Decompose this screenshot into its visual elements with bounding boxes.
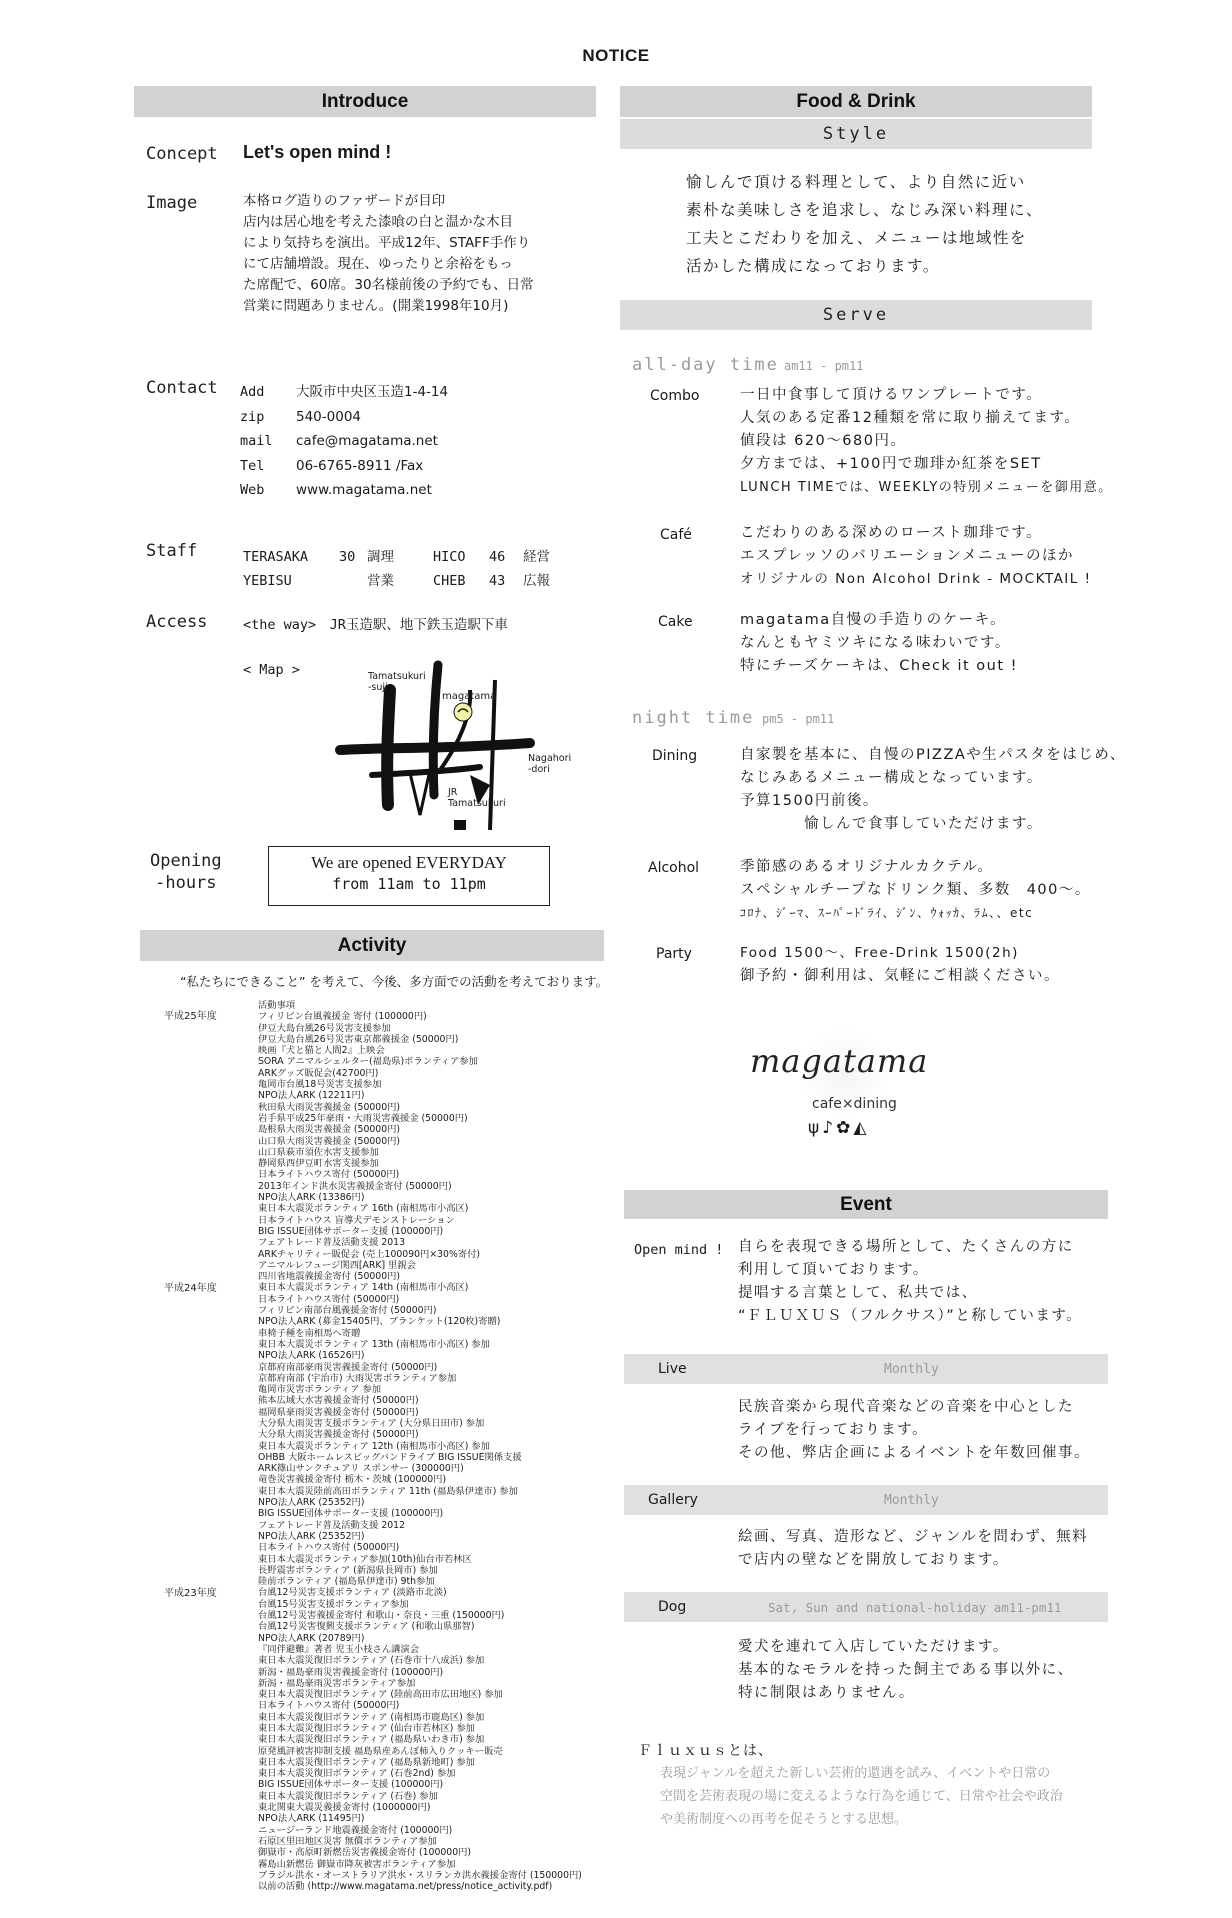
cake-line: 特にチーズケーキは、Check it out ! [740,658,1018,674]
activity-item: 秋田県大雨災害義援金 (50000円) [258,1101,401,1113]
combo-line: 値段は 620〜680円。 [740,433,907,449]
dining-line: なじみあるメニュー構成となっています。 [740,770,1043,786]
opening-label-line: -hours [155,873,217,893]
cafe-line: エスプレッソのバリエーションメニューのほか [740,548,1074,564]
activity-item: BIG ISSUE団体サポーター支援 (100000円) [258,1225,444,1237]
activity-item: 東日本大震災復旧ボランティア (福島県新地町) 参加 [258,1756,475,1768]
activity-item: 亀岡市台風18号災害支援参加 [258,1079,382,1091]
activity-item: フェアトレード普及活動支援 2012 [258,1519,406,1531]
opening-hours-box [268,846,550,906]
contact-key: Add [240,384,265,400]
contact-keys [240,380,273,503]
activity-item: 台風12号災害復興支援ボランティア (和歌山県那智) [258,1621,475,1633]
contact-key: zip [240,408,265,425]
staff-name: YEBISU [243,573,292,589]
cake-label: Cake [658,614,693,630]
website-link[interactable]: www.magatama.net [296,482,432,498]
activity-item: ブラジル洪水・オーストラリア洪水・スリランカ洪水義援金寄付 (150000円) [258,1869,582,1881]
open-mind-line: 自らを表現できる場所として、たくさんの方に [738,1239,1074,1255]
allday-hours: am11 - pm11 [784,359,864,373]
allday-title: all-day time [632,355,779,375]
logo-icons [808,1118,869,1138]
activity-list [146,1000,616,1902]
activity-item: 静岡県西伊豆町水害支援参加 [258,1158,379,1170]
staff-row [243,569,573,593]
concept-label: Concept [146,144,218,164]
opening-hours-line1: We are opened EVERYDAY [311,853,507,872]
party-text [740,942,1060,988]
activity-item: 映画『犬と猫と人間2』上映会 [258,1045,385,1057]
party-line: 御予約・御利用は、気軽にご相談ください。 [740,968,1060,984]
cake-line: なんともヤミツキになる味わいです。 [740,635,1011,651]
activity-item: 大分県大雨災害支援ボランティア (大分県日田市) 参加 [258,1417,485,1429]
opening-label [150,850,222,894]
activity-item: BIG ISSUE団体サポーター支援 (100000円) [258,1508,444,1520]
live-line: ライブを行っております。 [738,1422,928,1438]
alcohol-text [740,856,1091,925]
activity-item: NPO法人ARK (25352円) [258,1530,365,1542]
activity-item: 台風12号災害義援金寄付 和歌山・奈良・三重 (150000円) [258,1610,505,1622]
activity-year-label: 平成23年度 [164,1587,217,1599]
live-text [738,1396,1090,1465]
open-mind-label: Open mind ! [634,1242,724,1258]
activity-item: NPO法人ARK (25352円) [258,1497,365,1509]
combo-line: 人気のある定番12種類を常に取り揃えてます。 [740,410,1081,426]
open-mind-line: 利用して頂いております。 [738,1262,929,1278]
dog-line: 愛犬を連れて入店していただけます。 [738,1639,1009,1655]
activity-item: 長野震害ボランティア (新潟県長岡市) 参加 [258,1564,438,1576]
gallery-bar [624,1485,1108,1515]
zip-value: 540-0004 [296,408,361,425]
activity-item: 日本ライトハウス 盲導犬デモンストレーション [258,1214,455,1226]
live-frequency: Monthly [884,1362,939,1377]
fluxus-text [660,1762,1063,1831]
activity-item: 東日本大震災復旧ボランティア (石巻) 参加 [258,1790,438,1802]
staff-age: 30 [339,549,356,565]
live-label: Live [658,1361,687,1377]
opening-hours-line2: from 11am to 11pm [332,875,486,893]
activity-item: NPO法人ARK (13386円) [258,1192,365,1204]
food-header: Food & Drink [620,86,1092,117]
image-line: 営業に問題ありません。(開業1998年10月) [243,298,509,314]
fluxus-line: 空間を芸術表現の場に変えるような行為を通じて、日常や社会や政治 [660,1789,1063,1804]
introduce-header: Introduce [134,86,596,117]
map-label-tamatsukuri-suji: Tamatsukuri -suji [368,671,426,693]
night-hours: pm5 - pm11 [762,712,835,726]
activity-year-label: 平成25年度 [164,1011,217,1023]
dog-label: Dog [658,1599,687,1615]
combo-line: 一日中食事して頂けるワンプレートです。 [740,387,1043,403]
activity-item: ARK篠山サンクチュアリ スポンサー (300000円) [258,1463,464,1475]
activity-item: ARKチャリティー販促会 (売上100090円×30%寄付) [258,1248,481,1260]
map-label-jr: JR Tamatsukuri [448,787,506,809]
activity-item: 東日本大震災ボランティア参加(10th)仙台市若林区 [258,1553,472,1565]
map-label-magatama: magatama [442,691,497,702]
activity-item: SORA アニマルシェルター(福島県)ボランティア参加 [258,1056,478,1068]
activity-item: 霧島山新燃岳 御嶽市降灰被害ボランティア参加 [258,1858,456,1870]
image-line: により気持ちを演出。平成12年、STAFF手作り [243,235,531,251]
address-value: 大阪市中央区玉造1-4-14 [296,384,449,400]
staff-name: TERASAKA [243,549,309,565]
access-text: <the way> JR玉造駅、地下鉄玉造駅下車 [243,617,508,633]
image-label: Image [146,193,198,213]
night-title: night time [632,708,755,728]
flower-icon: ✿ [836,1118,854,1138]
live-line: その他、弊店企画によるイベントを年数回催事。 [738,1445,1090,1461]
cutlery-icon: ψ [808,1118,823,1138]
event-header: Event [624,1190,1108,1219]
activity-item: 福岡県豪雨災害義援金寄付 (50000円) [258,1406,419,1418]
activity-item: 竜巻災害義援金寄付 栃木・茨城 (100000円) [258,1474,447,1486]
activity-item: 亀岡市災害ボランティア 参加 [258,1384,382,1396]
gallery-line: で店内の壁などを開放しております。 [738,1552,1009,1568]
activity-item: 東日本大震災復旧ボランティア (陸前高田市広田地区) 参加 [258,1689,503,1701]
dog-schedule: Sat, Sun and national-holiday am11-pm11 [768,1600,1062,1615]
combo-text [740,384,1113,499]
dog-line: 特に制限はありません。 [738,1685,915,1701]
activity-item: 御嶽市・高原町新燃岳災害義援金寄付 (100000円) [258,1847,472,1859]
access-map [330,655,580,835]
contact-label: Contact [146,378,218,398]
image-line: にて店舗増設。現在、ゆったりと余裕をもっ [243,256,513,272]
activity-item: 台風15号災害支援ボランティア参加 [258,1598,409,1610]
page-title: NOTICE [582,46,650,65]
map-label-nagahori: Nagahori -dori [528,753,572,775]
style-text [686,168,1043,280]
live-bar [624,1354,1108,1384]
music-note-icon: ♪ [822,1118,837,1138]
activity-item: 島根県大雨災害義援金 (50000円) [258,1124,401,1136]
staff-row [243,545,573,569]
activity-item: 山口県萩市須佐水害支援参加 [258,1146,379,1158]
dining-line: 自家製を基本に、自慢のPIZZAや生パスタをはじめ、 [740,747,1126,763]
alcohol-line: スペシャルチープなドリンク類、多数 400〜。 [740,882,1091,898]
activity-item: 東日本大震災復旧ボランティア (仙台市若林区) 参加 [258,1723,475,1734]
cafe-line: こだわりのある深めのロースト珈琲です。 [740,525,1043,541]
activity-item: 東日本大震災復旧ボランティア (福島県いわき市) 参加 [258,1734,485,1746]
phone-value: 06-6765-8911 /Fax [296,457,424,474]
style-line: 愉しんで頂ける料理として、より自然に近い [686,173,1026,191]
activity-item: 台風12号災害支援ボランティア (淡路市北淡) [258,1587,447,1599]
alcohol-line: 季節感のあるオリジナルカクテル。 [740,859,994,875]
staff-name: HICO [433,549,466,565]
cafe-label: Café [660,527,692,543]
activity-item: NPO法人ARK (20789円) [258,1632,365,1644]
activity-item: NPO法人ARK (16526円) [258,1350,365,1362]
activity-item: 日本ライトハウス寄付 (50000円) [258,1293,400,1305]
activity-item: 原発風評被害抑制支援 福島県産あんぽ柿入りクッキー販売 [258,1745,503,1757]
dog-text [738,1636,1074,1705]
staff-label: Staff [146,541,198,561]
image-line: 店内は居心地を考えた漆喰の白と温かな木目 [243,214,513,230]
activity-item: 新潟・福島豪雨災害義援金寄付 (100000円) [258,1666,444,1678]
activity-year-label: 平成24年度 [164,1282,217,1294]
activity-item: 陸前ボランティア (福島県伊達市) 9th参加 [258,1576,435,1588]
activity-item: 日本ライトハウス寄付 (50000円) [258,1169,400,1181]
activity-item: 車椅子種を南相馬へ寄贈 [258,1327,361,1339]
activity-item: 山口県大雨災害義援金 (50000円) [258,1135,401,1147]
alcohol-line: ｺﾛﾅ、ｼﾞｰﾏ、ｽｰﾊﾟｰﾄﾞﾗｲ、ｼﾞﾝ、ｳｫｯｶ、ﾗﾑ、、etc [740,906,1034,920]
activity-item: フィリピン南部台風義援金寄付 (50000円) [258,1305,437,1317]
activity-item: 東日本大震災復旧ボランティア (南相馬市鹿島区) 参加 [258,1711,485,1723]
activity-item: 伊豆大島台風26号災害支援参加 [258,1022,391,1034]
activity-item: 石原区里田地区災害 無償ボランティア参加 [258,1835,437,1847]
style-line: 素朴な美味しさを追求し、なじみ深い料理に、 [686,201,1044,219]
activity-item: フェアトレード普及活動支援 2013 [258,1237,406,1249]
activity-header: Activity [140,930,604,961]
activity-item: 東日本大震災陸前高田ボランティア 11th (福島県伊達市) 参加 [258,1485,518,1497]
activity-item: フィリピン台風義援金 寄付 (100000円) [258,1011,427,1023]
activity-item: 伊豆大島台風26号災害東京都義援金 (50000円) [258,1033,459,1045]
activity-item: 大分県大雨災害義援金寄付 (50000円) [258,1429,419,1441]
logo-wordmark: magatama [750,1042,929,1080]
access-label: Access [146,612,208,632]
activity-item: 日本ライトハウス寄付 (50000円) [258,1542,400,1554]
dog-line: 基本的なモラルを持った飼主である事以外に、 [738,1662,1074,1678]
gallery-text [738,1526,1088,1572]
activity-item: OHBB 大阪ホームレスビッグバンドライブ BIG ISSUE関係支援 [258,1451,522,1463]
dog-icon: ◭ [853,1118,870,1138]
combo-line: 夕方までは、+100円で珈琲か紅茶をSET [740,456,1042,472]
activity-column-header: 活動事項 [258,1000,296,1011]
activity-item: 東日本大震災ボランティア 12th (南相馬市小高区) 参加 [258,1440,490,1452]
image-line: 本格ログ造りのファザードが目印 [243,193,446,209]
concept-text: Let's open mind ! [243,142,392,162]
dog-bar [624,1592,1108,1622]
party-label: Party [656,946,692,962]
fluxus-title: Ｆｌｕｘｕｓとは、 [638,1743,773,1759]
contact-key: mail [240,433,273,449]
activity-item: 岩手県平成25年豪雨・大雨災害義援金 (50000円) [258,1112,468,1124]
cake-line: magatama自慢の手造りのケーキ。 [740,612,1007,628]
map-label: < Map > [243,662,300,678]
activity-item: 以前の活動 (http://www.magatama.net/press/notice_activity.pdf) [258,1881,553,1893]
fluxus-line: 表現ジャンルを超えた新しい芸術的還遇を試み、イベントや日常の [660,1766,1051,1781]
activity-item: BIG ISSUE団体サポーター支援 (100000円) [258,1779,444,1791]
activity-item: NPO法人ARK (募金15405円、ブランケット(120枚)寄贈) [258,1316,501,1328]
staff-name: CHEB [433,573,466,589]
magatama-logo [740,1024,960,1142]
activity-item: 東日本大震災復旧ボランティア (石巻2nd) 参加 [258,1768,456,1780]
live-line: 民族音楽から現代音楽などの音楽を中心とした [738,1399,1074,1415]
dining-label: Dining [652,748,698,764]
activity-item: アニマルレフュージ関西[ARK] 里親会 [258,1259,416,1271]
contact-key: Tel [240,457,265,474]
style-line: 工夫とこだわりを加え、メニューは地域性を [686,229,1027,247]
activity-item: 東日本大震災ボランティア 16th (南相馬市小高区) [258,1203,469,1215]
activity-item: 京都府南部 (宇治市) 大雨災害ボランティア参加 [258,1372,457,1384]
dining-line: 予算1500円前後。 [740,793,879,809]
dining-line: 愉しんで食事していただけます。 [740,816,1043,832]
alcohol-label: Alcohol [648,860,700,876]
activity-item: 熊本広域大水害義援金寄付 (50000円) [258,1395,419,1407]
activity-item: 京都府南部豪雨災害義援金寄付 (50000円) [258,1361,438,1373]
activity-item: 四川省地震義援金寄付 (50000円) [258,1271,401,1283]
activity-item: 新潟・福島豪雨災害ボランティア参加 [258,1677,416,1689]
activity-item: 東日本大震災ボランティア 14th (南相馬市小高区) [258,1282,469,1294]
staff-table [243,545,573,593]
staff-role: 経営 [523,549,550,565]
activity-item: ARKグッズ販促会(42700円) [258,1067,379,1079]
cafe-text [740,522,1092,591]
activity-item: 東日本大震災ボランティア 13th (南相馬市小高区) 参加 [258,1338,490,1350]
opening-label-line: Opening [150,851,222,871]
cake-text [740,609,1018,678]
email-link[interactable]: cafe@magatama.net [296,433,438,449]
activity-item: 東北関東大震災義援金寄付 (1000000円) [258,1802,431,1814]
contact-values [296,380,448,503]
combo-label: Combo [650,388,700,404]
style-header: Style [620,119,1092,149]
image-description [243,191,534,317]
activity-item: NPO法人ARK (12211円) [258,1090,365,1102]
activity-item: 2013年インド洪水災害義援金寄付 (50000円) [258,1180,452,1192]
staff-age: 46 [489,549,506,565]
activity-intro: “私たちにできること” を考えて、今後、多方面での活動を考えております。 [180,974,609,989]
open-mind-text [738,1236,1082,1328]
style-line: 活かした構成になっております。 [686,257,940,275]
staff-role: 営業 [367,573,394,589]
staff-role: 調理 [367,549,394,565]
open-mind-line: 提唱する言葉として、私共では、 [738,1285,978,1301]
activity-item: 日本ライトハウス寄付 (50000円) [258,1700,400,1712]
contact-key: Web [240,482,265,498]
activity-item: 『同伴避難』著者 児玉小枝さん講演会 [258,1643,420,1655]
fluxus-line: や美術制度への再考を促そうとする思想。 [660,1812,908,1827]
activity-item: 東日本大震災復旧ボランティア (石巻市十八成浜) 参加 [258,1655,485,1667]
gallery-frequency: Monthly [884,1493,939,1508]
activity-items [258,1000,582,1892]
staff-role: 広報 [523,573,550,589]
party-line: Food 1500〜、Free-Drink 1500(2h) [740,945,1019,961]
open-mind-line: “ＦＬＵＸＵＳ（フルクサス）”と称しています。 [738,1308,1083,1324]
staff-age: 43 [489,573,506,589]
serve-header: Serve [620,300,1092,330]
image-line: た席配で、60席。30名様前後の予約でも、日常 [243,277,534,293]
gallery-label: Gallery [648,1492,698,1508]
dining-text [740,744,1126,836]
logo-subtitle: cafe×dining [812,1096,897,1112]
gallery-line: 絵画、写真、造形など、ジャンルを問わず、無料 [738,1529,1089,1545]
combo-line: LUNCH TIMEでは、WEEKLYの特別メニューを御用意。 [740,480,1113,495]
cafe-line: オリジナルの Non Alcohol Drink - MOCKTAIL ! [740,571,1092,587]
activity-item: NPO法人ARK (11495円) [258,1813,365,1825]
activity-item: ニュージーランド地震義援金寄付 (100000円) [258,1824,453,1836]
